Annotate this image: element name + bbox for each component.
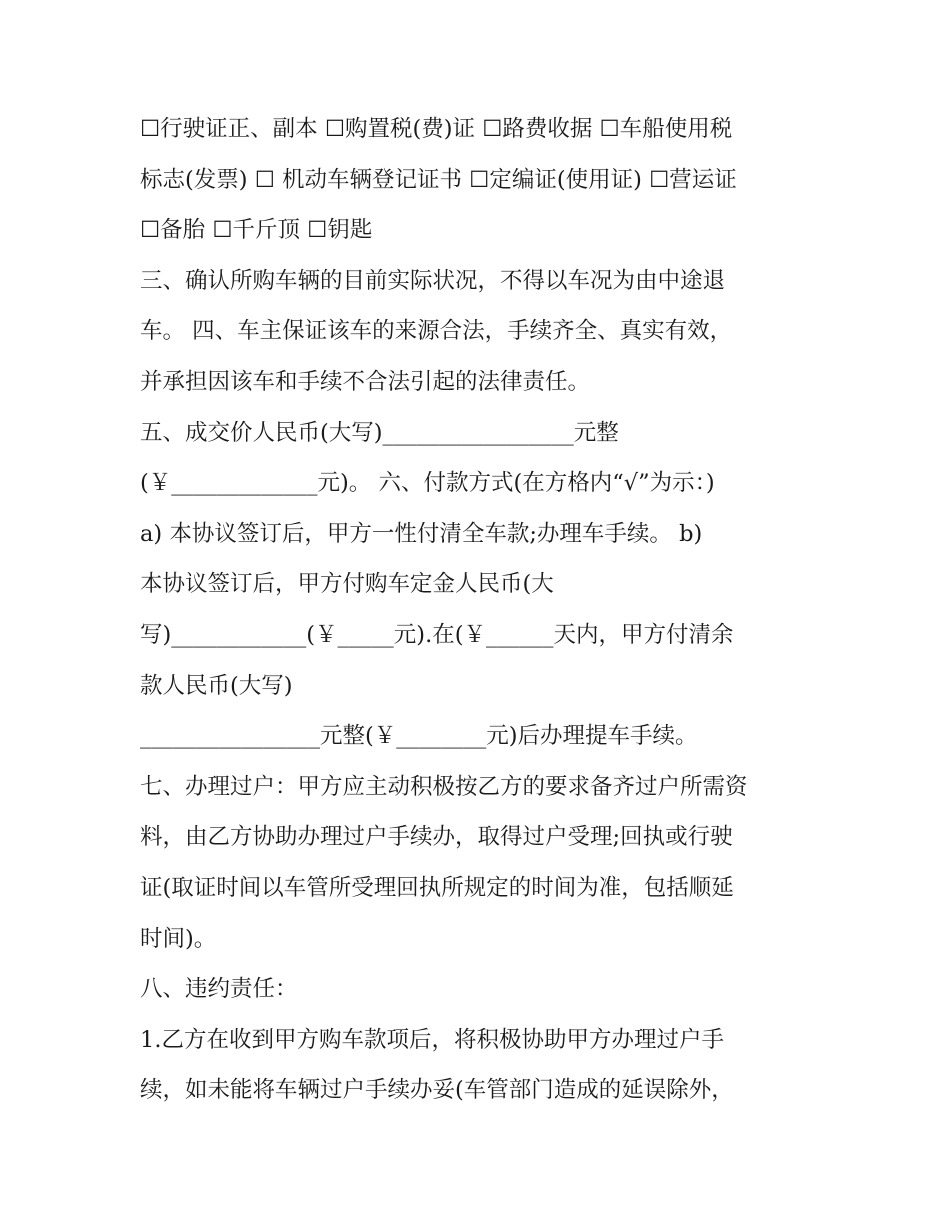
text-line: 车。 四、车主保证该车的来源合法，手续齐全、真实有效， <box>140 318 733 345</box>
text-line: 料，由乙方协助办理过户手续办，取得过户受理;回执或行驶 <box>140 824 733 851</box>
text-line: ☐行驶证正、副本 ☐购置税(费)证 ☐路费收据 ☐车船使用税 <box>140 116 733 142</box>
text-line: ☐备胎 ☐千斤顶 ☐钥匙 <box>140 217 373 244</box>
text-line: a) 本协议签订后，甲方一性付清全车款;办理车手续。 b) <box>140 520 703 547</box>
text-line: (￥_____________元)。 六、付款方式(在方格内“√”为示：) <box>140 470 715 497</box>
text-line: 八、违约责任： <box>140 976 298 1003</box>
text-line: 款人民币(大写) <box>140 672 293 699</box>
text-line: 续，如未能将车辆过户手续办妥(车管部门造成的延误除外， <box>140 1077 734 1104</box>
text-line: 并承担因该车和手续不合法引起的法律责任。 <box>140 368 591 395</box>
text-line: 标志(发票) ☐ 机动车辆登记证书 ☐定编证(使用证) ☐营运证 <box>140 166 737 193</box>
text-line: 时间)。 <box>140 925 217 952</box>
text-line: 三、确认所购车辆的目前实际状况，不得以车况为由中途退 <box>140 267 726 294</box>
text-line: ________________元整(￥________元)后办理提车手续。 <box>140 723 698 750</box>
text-line: 1.乙方在收到甲方购车款项后，将积极协助甲方办理过户手 <box>140 1026 724 1053</box>
text-line: 证(取证时间以车管所受理回执所规定的时间为准，包括顺延 <box>140 874 734 901</box>
text-line: 七、办理过户：甲方应主动积极按乙方的要求备齐过户所需资 <box>140 773 748 800</box>
text-line: 写)____________(￥_____元).在(￥______天内，甲方付清余 <box>140 621 734 648</box>
text-line: 五、成交价人民币(大写)_________________元整 <box>140 419 619 446</box>
contract-text <box>140 104 830 1116</box>
text-line: 本协议签订后，甲方付购车定金人民币(大 <box>140 571 554 598</box>
